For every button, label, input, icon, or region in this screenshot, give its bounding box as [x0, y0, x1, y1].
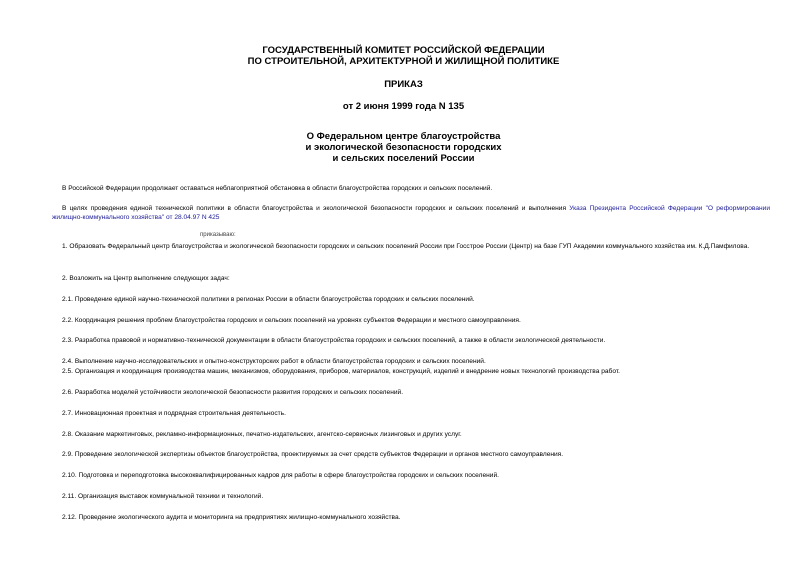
item-2-7: 2.7. Инновационная проектная и подрядная строительная деятельность.	[62, 410, 286, 417]
item-2-6: 2.6. Разработка моделей устойчивости экологической безопасности развития городских и сельских поселений.	[62, 389, 404, 396]
date-number: от 2 июня 1999 года N 135	[342, 101, 465, 112]
item-2-4: 2.4. Выполнение научно-исследовательских и опытно-конструкторских работ в области благоустройства городских и сельских поселений.	[62, 358, 486, 365]
agency-line-2: ПО СТРОИТЕЛЬНОЙ, АРХИТЕКТУРНОЙ И ЖИЛИЩНОЙ ПОЛИТИКЕ	[247, 56, 560, 67]
item-2-12: 2.12. Проведение экологического аудита и мониторинга на предприятиях жилищно-коммунального хозяйства.	[62, 514, 401, 521]
agency-line-1: ГОСУДАРСТВЕННЫЙ КОМИТЕТ РОССИЙСКОЙ ФЕДЕРАЦИИ	[262, 45, 545, 56]
item-2-2: 2.2. Координация решения проблем благоустройства городских и сельских поселений на уровнях субъектов Федерации и местного самоуправления.	[62, 317, 521, 324]
item-2: 2. Возложить на Центр выполнение следующих задач:	[62, 275, 230, 282]
intro-paragraph: В Российской Федерации продолжает оставаться неблагоприятной обстановка в области благоустройства городских и сельских поселений.	[62, 185, 493, 192]
title-line-2: и экологической безопасности городских	[305, 142, 502, 153]
decree-link[interactable]: Указа Президента Российской Федерации "О реформировании жилищно-коммунального хозяйства" от 28.04.97 N 425	[52, 205, 771, 221]
purpose-paragraph	[52, 204, 770, 222]
title-line-1: О Федеральном центре благоустройства	[306, 131, 501, 142]
item-2-9: 2.9. Проведение экологической экспертизы объектов благоустройства, проектируемых за счет средств субъектов Федерации и органов местного самоуправления.	[62, 451, 564, 458]
decree-word: приказываю:	[200, 232, 236, 238]
title-line-3: и сельских поселений России	[332, 153, 475, 164]
item-2-8: 2.8. Оказание маркетинговых, рекламно-информационных, печатно-издательских, агентско-сервисных лизинговых и других услуг.	[62, 431, 462, 438]
item-2-1: 2.1. Проведение единой научно-технической политики в регионах России в области благоустройства городских и сельских поселений.	[62, 296, 475, 303]
item-2-3: 2.3. Разработка правовой и нормативно-технической документации в области благоустройства городских и сельских поселений, а также в области экологической деятельности.	[62, 337, 606, 344]
item-2-10: 2.10. Подготовка и переподготовка высококвалифицированных кадров для работы в сфере благоустройства городских и сельских поселений.	[62, 472, 499, 479]
item-1: 1. Образовать Федеральный центр благоустройства и экологической безопасности городских и сельских поселений России при Госстрое России (Центр) на базе ГУП Академии коммунального хозяйства им. К.Д.Памфилова.	[62, 243, 750, 250]
item-2-11: 2.11. Организация выставок коммунальной техники и технологий.	[62, 493, 264, 500]
doc-type: ПРИКАЗ	[384, 79, 423, 90]
item-2-5: 2.5. Организация и координация производства машин, механизмов, оборудования, приборов, материалов, конструкций, изделий и внедрение новых технологий производства работ.	[62, 368, 620, 375]
purpose-text: В целях проведения единой технической политики в области благоустройства и экологической безопасности городских и сельских поселений и выполнения	[62, 205, 567, 212]
